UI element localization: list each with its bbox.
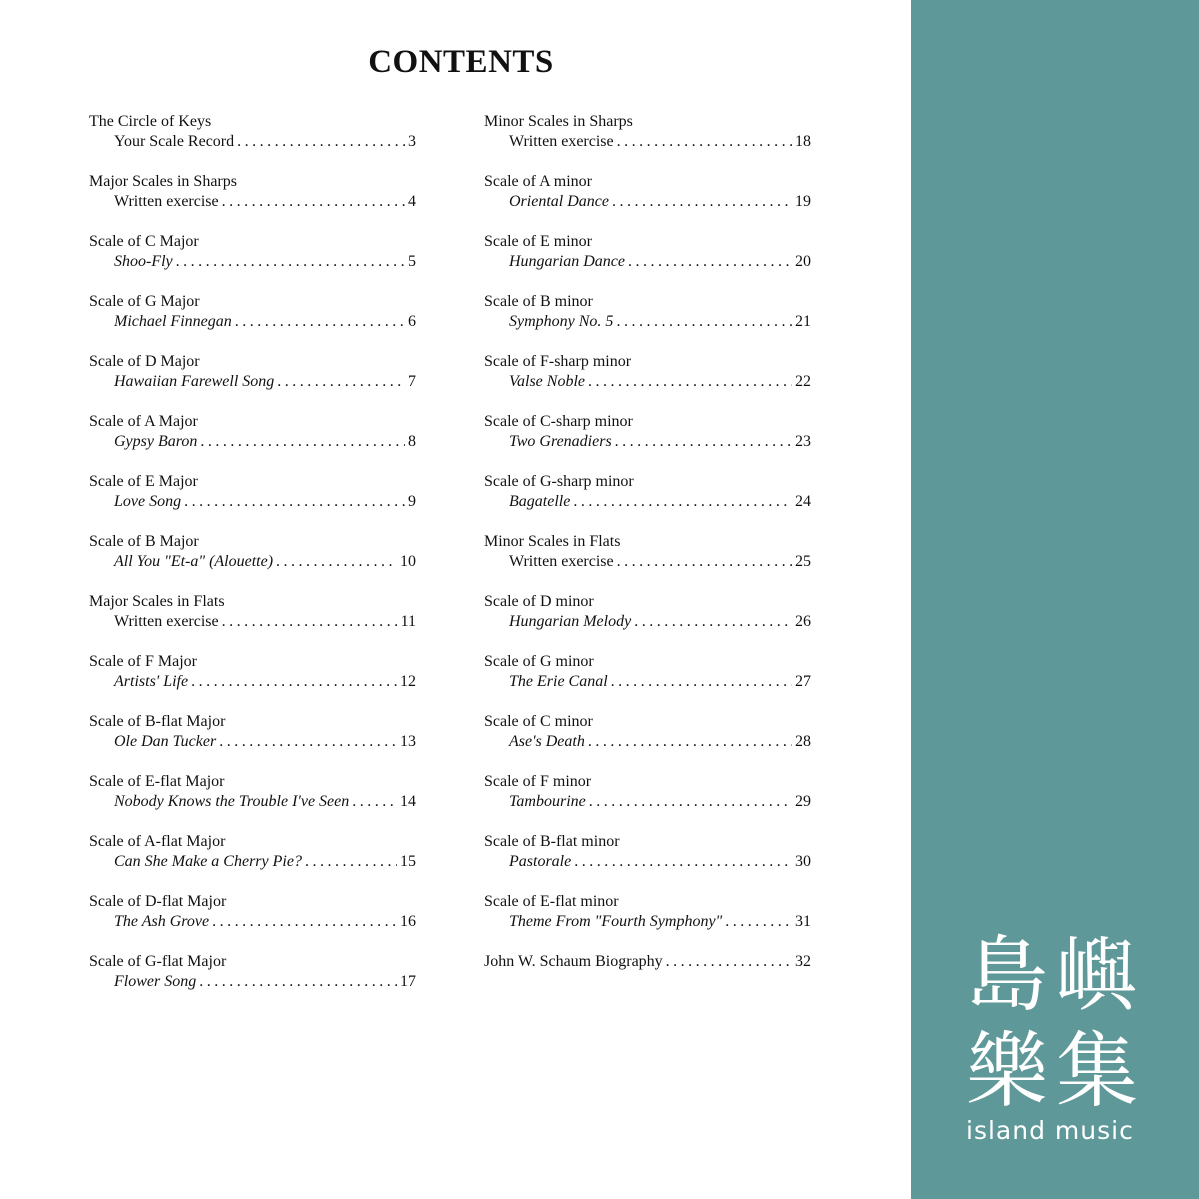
dot-leader: [191, 672, 397, 692]
dot-leader: [305, 852, 397, 872]
dot-leader: [352, 792, 397, 812]
toc-subentry: [484, 312, 811, 332]
toc-entry: [89, 232, 416, 292]
toc-entry: [484, 112, 811, 172]
toc-subentry-title: Pastorale: [509, 853, 572, 870]
dot-leader: [212, 912, 397, 932]
page-number: 5: [408, 253, 416, 270]
toc-heading: Scale of E-flat minor: [484, 893, 619, 910]
page-number: 16: [400, 913, 416, 930]
toc-subentry-title: Flower Song: [114, 973, 197, 990]
toc-subentry: [484, 552, 811, 572]
page-number: 7: [408, 373, 416, 390]
dot-leader: [184, 492, 405, 512]
toc-subentry: [89, 792, 416, 812]
dot-leader: [588, 732, 792, 752]
dot-leader: [574, 852, 792, 872]
toc-entry: [89, 772, 416, 832]
toc-subentry: [484, 432, 811, 452]
page-number: 18: [795, 133, 811, 150]
dot-leader: [616, 312, 792, 332]
page-number: 31: [795, 913, 811, 930]
toc-heading: Scale of F-sharp minor: [484, 353, 632, 370]
toc-subentry: [89, 612, 416, 632]
toc-subentry-title: Valse Noble: [509, 373, 585, 390]
toc-entry: [484, 652, 811, 712]
toc-subentry-title: The Erie Canal: [509, 673, 608, 690]
dot-leader: [276, 552, 397, 572]
toc-subentry: [89, 972, 416, 992]
left-column: [89, 112, 416, 1012]
page-number: 27: [795, 673, 811, 690]
page-number: 26: [795, 613, 811, 630]
dot-leader: [573, 492, 792, 512]
page-number: 20: [795, 253, 811, 270]
toc-subentry: [484, 912, 811, 932]
toc-subentry: [89, 372, 416, 392]
toc-subentry-title: Bagatelle: [509, 493, 571, 510]
toc-entry: [89, 952, 416, 1012]
toc-heading: Scale of B Major: [89, 533, 199, 550]
toc-subentry-title: Written exercise: [114, 613, 219, 630]
toc-subentry: [89, 492, 416, 512]
toc-subentry-title: Can She Make a Cherry Pie?: [114, 853, 302, 870]
toc-heading: Scale of F Major: [89, 653, 197, 670]
toc-subentry: [484, 492, 811, 512]
toc-entry: [484, 592, 811, 652]
toc-heading: Scale of B minor: [484, 293, 593, 310]
toc-heading: Major Scales in Flats: [89, 593, 225, 610]
toc-subentry-title: Ase's Death: [509, 733, 585, 750]
page-number: 22: [795, 373, 811, 390]
toc-heading: Scale of A Major: [89, 413, 198, 430]
page-number: 23: [795, 433, 811, 450]
page-number: 3: [408, 133, 416, 150]
dot-leader: [176, 252, 405, 272]
page-number: 9: [408, 493, 416, 510]
toc-subentry: [484, 852, 811, 872]
toc-heading: Scale of F minor: [484, 773, 592, 790]
toc-heading: Scale of E minor: [484, 233, 592, 250]
toc-subentry-title: Michael Finnegan: [114, 313, 232, 330]
toc-subentry: [89, 432, 416, 452]
island-music-logo: [966, 928, 1146, 1145]
toc-subentry-title: Love Song: [114, 493, 182, 510]
page-number: 11: [400, 613, 416, 630]
toc-subentry-title: The Ash Grove: [114, 913, 210, 930]
page-number: 14: [400, 793, 416, 810]
dot-leader: [628, 252, 792, 272]
dot-leader: [200, 432, 405, 452]
toc-entry: [89, 532, 416, 592]
toc-entry: [89, 292, 416, 352]
toc-subentry-title: Hungarian Dance: [509, 253, 625, 270]
page-title: CONTENTS: [368, 44, 554, 80]
page-number: 8: [408, 433, 416, 450]
toc-single-line: [484, 952, 811, 972]
toc-heading: Scale of G-flat Major: [89, 953, 227, 970]
page-number: 30: [795, 853, 811, 870]
dot-leader: [611, 672, 792, 692]
dot-leader: [222, 612, 398, 632]
toc-heading: Scale of D-flat Major: [89, 893, 227, 910]
toc-subentry-title: Your Scale Record: [114, 133, 235, 150]
page-number: 19: [795, 193, 811, 210]
dot-leader: [219, 732, 397, 752]
page-number: 10: [400, 553, 416, 570]
toc-heading: Minor Scales in Flats: [484, 533, 621, 550]
toc-heading: John W. Schaum Biography: [484, 953, 663, 970]
page-number: 32: [795, 953, 811, 970]
dot-leader: [615, 432, 792, 452]
toc-subentry-title: Hungarian Melody: [509, 613, 632, 630]
toc-entry: [89, 412, 416, 472]
toc-heading: Scale of E Major: [89, 473, 198, 490]
page-number: 17: [400, 973, 416, 990]
toc-entry: [484, 292, 811, 352]
toc-heading: Scale of A minor: [484, 173, 592, 190]
toc-entry: [89, 112, 416, 172]
toc-heading: Scale of B-flat minor: [484, 833, 620, 850]
toc-entry: [484, 472, 811, 532]
toc-entry: [89, 652, 416, 712]
toc-entry: [89, 352, 416, 412]
toc-heading: The Circle of Keys: [89, 113, 212, 130]
dot-leader: [666, 952, 792, 972]
toc-heading: Scale of G minor: [484, 653, 594, 670]
toc-subentry-title: Written exercise: [509, 133, 614, 150]
dot-leader: [277, 372, 405, 392]
page-number: 29: [795, 793, 811, 810]
toc-subentry-title: Shoo-Fly: [114, 253, 173, 270]
dot-leader: [634, 612, 792, 632]
toc-heading: Minor Scales in Sharps: [484, 113, 633, 130]
toc-subentry-title: Artists' Life: [114, 673, 189, 690]
toc-entry: [484, 412, 811, 472]
dot-leader: [237, 132, 405, 152]
toc-subentry-title: Nobody Knows the Trouble I've Seen: [114, 793, 350, 810]
toc-subentry: [89, 912, 416, 932]
toc-subentry: [484, 252, 811, 272]
page-number: 25: [795, 553, 811, 570]
dot-leader: [222, 192, 405, 212]
page-number: 6: [408, 313, 416, 330]
toc-entry: [484, 232, 811, 292]
page-number: 12: [400, 673, 416, 690]
toc-subentry-title: Two Grenadiers: [509, 433, 612, 450]
dot-leader: [612, 192, 792, 212]
page-number: 21: [795, 313, 811, 330]
toc-heading: Scale of C minor: [484, 713, 593, 730]
toc-entry: [89, 892, 416, 952]
toc-subentry: [484, 792, 811, 812]
toc-subentry: [484, 372, 811, 392]
toc-entry-biography: [484, 952, 811, 1012]
toc-entry: [89, 172, 416, 232]
toc-heading: Scale of G-sharp minor: [484, 473, 634, 490]
dot-leader: [199, 972, 397, 992]
toc-subentry-title: Tambourine: [509, 793, 586, 810]
toc-heading: Scale of G Major: [89, 293, 200, 310]
toc-subentry: [89, 252, 416, 272]
toc-heading: Scale of D Major: [89, 353, 200, 370]
toc-entry: [89, 712, 416, 772]
toc-subentry-title: All You "Et-a" (Alouette): [114, 553, 274, 570]
toc-subentry: [89, 552, 416, 572]
toc-heading: Scale of B-flat Major: [89, 713, 226, 730]
page-number: 15: [400, 853, 416, 870]
toc-entry: [89, 472, 416, 532]
toc-subentry: [89, 852, 416, 872]
logo-line-1: 島嶼: [966, 928, 1147, 1023]
toc-subentry: [484, 132, 811, 152]
page-number: 28: [795, 733, 811, 750]
toc-entry: [484, 832, 811, 892]
toc-subentry-title: Oriental Dance: [509, 193, 609, 210]
toc-heading: Scale of D minor: [484, 593, 594, 610]
toc-heading: Scale of E-flat Major: [89, 773, 225, 790]
toc-subentry: [484, 192, 811, 212]
toc-subentry: [484, 732, 811, 752]
toc-subentry: [89, 672, 416, 692]
toc-entry: [89, 592, 416, 652]
toc-subentry: [89, 312, 416, 332]
toc-subentry-title: Symphony No. 5: [509, 313, 614, 330]
dot-leader: [588, 372, 792, 392]
dot-leader: [725, 912, 792, 932]
toc-subentry: [89, 132, 416, 152]
toc-entry: [484, 892, 811, 952]
toc-heading: Scale of A-flat Major: [89, 833, 226, 850]
toc-entry: [484, 172, 811, 232]
dot-leader: [235, 312, 405, 332]
toc-subentry: [484, 612, 811, 632]
page-number: 4: [408, 193, 416, 210]
toc-entry: [484, 352, 811, 412]
toc-subentry: [89, 192, 416, 212]
toc-subentry: [89, 732, 416, 752]
right-column: [484, 112, 811, 1012]
toc-subentry: [484, 672, 811, 692]
toc-subentry-title: Ole Dan Tucker: [114, 733, 217, 750]
toc-subentry-title: Gypsy Baron: [114, 433, 198, 450]
toc-heading: Scale of C-sharp minor: [484, 413, 633, 430]
toc-subentry-title: Theme From "Fourth Symphony": [509, 913, 723, 930]
page-number: 13: [400, 733, 416, 750]
toc-entry: [89, 832, 416, 892]
dot-leader: [617, 552, 792, 572]
logo-line-2: 樂集: [966, 1024, 1147, 1119]
dot-leader: [589, 792, 792, 812]
toc-heading: Major Scales in Sharps: [89, 173, 237, 190]
toc-heading: Scale of C Major: [89, 233, 199, 250]
dot-leader: [617, 132, 792, 152]
logo-english: island music: [966, 1116, 1134, 1145]
toc-entry: [484, 712, 811, 772]
toc-subentry-title: Written exercise: [509, 553, 614, 570]
toc-entry: [484, 772, 811, 832]
toc-subentry-title: Written exercise: [114, 193, 219, 210]
toc-subentry-title: Hawaiian Farewell Song: [114, 373, 275, 390]
page-number: 24: [795, 493, 811, 510]
toc-entry: [484, 532, 811, 592]
